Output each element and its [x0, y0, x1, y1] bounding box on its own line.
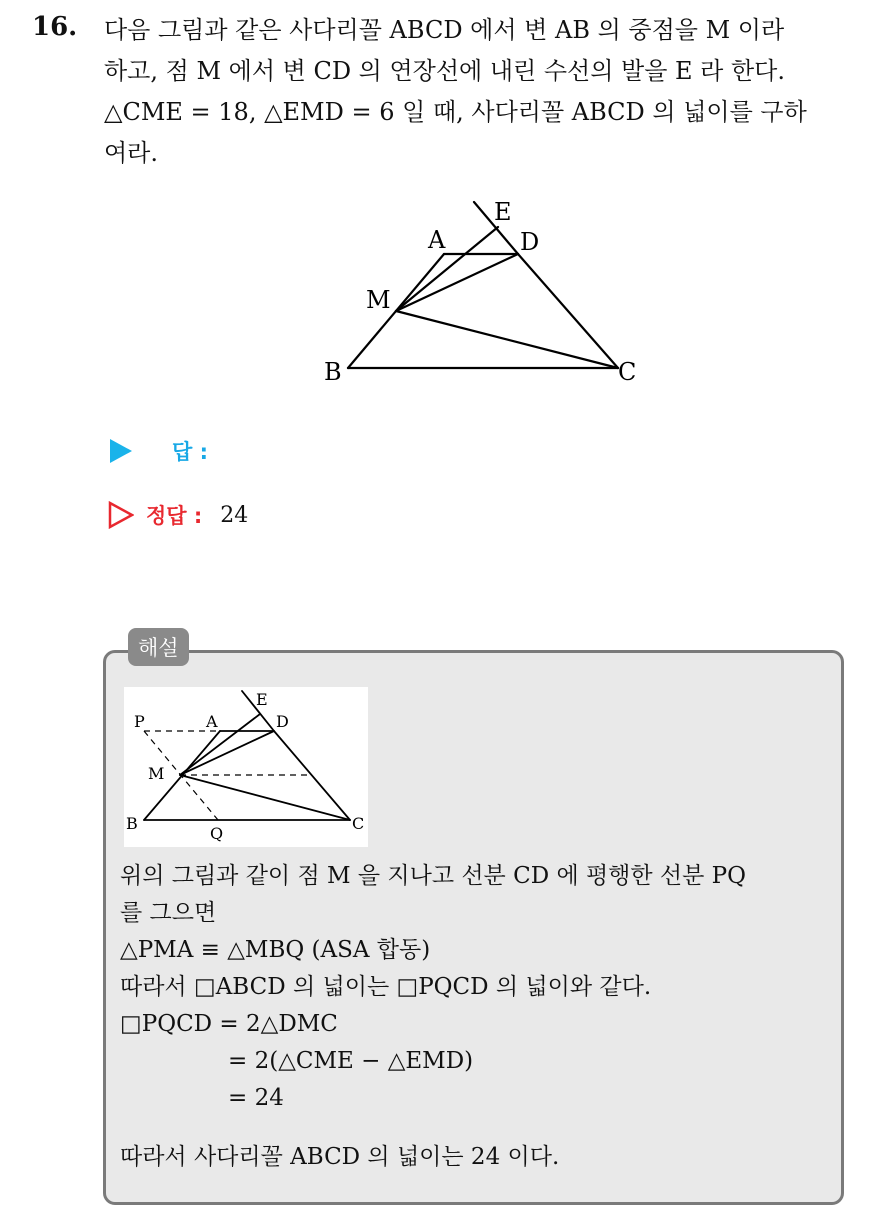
solution-line: 위의 그림과 같이 점 M 을 지나고 선분 CD 에 평행한 선분 PQ — [120, 863, 747, 889]
label-a: A — [206, 712, 218, 731]
segment-me — [396, 227, 498, 311]
solution-text — [120, 858, 840, 1117]
problem-line: 하고, 점 M 에서 변 CD 의 연장선에 내린 수선의 발을 E 라 한다. — [104, 57, 785, 85]
problem-number: 16. — [32, 12, 78, 42]
segment-mc — [396, 311, 618, 368]
correct-answer-row — [108, 500, 248, 530]
correct-answer-label: 정답 : — [146, 504, 203, 528]
label-a: A — [428, 226, 446, 254]
label-e: E — [256, 690, 268, 709]
play-icon — [110, 439, 132, 463]
problem-line: △CME = 18, △EMD = 6 일 때, 사다리꼴 ABCD 의 넓이를 구하 — [104, 98, 807, 126]
outline-triangle-icon — [108, 501, 134, 529]
label-b: B — [126, 814, 138, 833]
side-cd — [518, 254, 618, 368]
label-c: C — [352, 814, 365, 833]
segment-md — [396, 254, 518, 311]
segment-mc — [180, 775, 350, 820]
label-c: C — [618, 358, 637, 386]
solution-line: 따라서 □ABCD 의 넓이는 □PQCD 의 넓이와 같다. — [120, 974, 652, 1000]
label-m: M — [366, 286, 391, 314]
solution-line: 를 그으면 — [120, 900, 217, 926]
label-p: P — [134, 712, 145, 731]
label-d: D — [520, 228, 540, 256]
solution-figure — [124, 687, 368, 847]
solution-line: △PMA ≡ △MBQ (ASA 합동) — [120, 937, 431, 963]
label-q: Q — [210, 824, 224, 843]
solution-line-indented: = 24 — [228, 1085, 284, 1111]
label-m: M — [148, 764, 165, 783]
label-b: B — [324, 358, 342, 386]
answer-label: 답 : — [172, 440, 208, 464]
label-d: D — [276, 712, 289, 731]
problem-line: 다음 그림과 같은 사다리꼴 ABCD 에서 변 AB 의 중점을 M 이라 — [104, 16, 785, 44]
trapezoid-figure — [300, 190, 660, 390]
answer-row — [110, 436, 208, 466]
label-e: E — [494, 198, 512, 226]
problem-text — [104, 10, 884, 174]
solution-line: □PQCD = 2△DMC — [120, 1011, 338, 1037]
solution-conclusion: 따라서 사다리꼴 ABCD 의 넓이는 24 이다. — [120, 1144, 560, 1170]
correct-answer-value: 24 — [220, 502, 249, 528]
solution-tab: 해설 — [128, 628, 189, 666]
segment-me — [180, 714, 260, 775]
solution-line-indented: = 2(△CME − △EMD) — [228, 1048, 474, 1074]
problem-line: 여라. — [104, 139, 158, 167]
side-cd — [274, 731, 350, 820]
segment-md — [180, 731, 274, 775]
